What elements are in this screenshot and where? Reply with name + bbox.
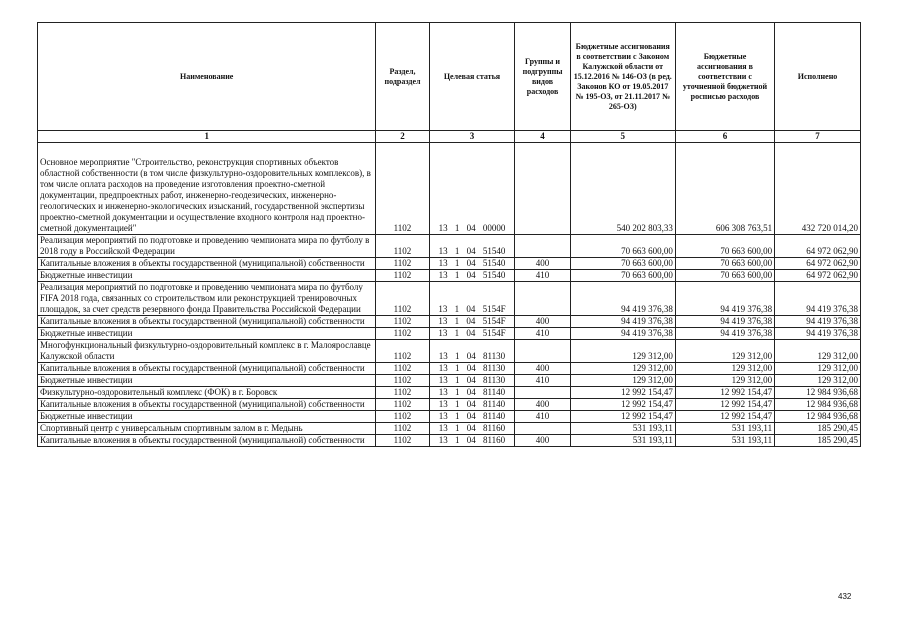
row-target: 13 1 04 81140 [429,387,515,399]
row-section: 1102 [376,399,429,411]
row-group [515,340,570,363]
row-law-amount: 531 193,11 [570,435,675,447]
row-section: 1102 [376,363,429,375]
row-law-amount: 12 992 154,47 [570,387,675,399]
row-law-amount: 70 663 600,00 [570,270,675,282]
row-law-amount: 70 663 600,00 [570,258,675,270]
row-group: 400 [515,399,570,411]
row-target: 13 1 04 51540 [429,270,515,282]
row-group [515,235,570,258]
row-name: Физкультурно-оздоровительный комплекс (ФОК) в г. Боровск [38,387,376,399]
row-section: 1102 [376,340,429,363]
row-group: 400 [515,363,570,375]
row-refined-amount: 129 312,00 [675,375,774,387]
row-group: 410 [515,411,570,423]
row-name: Многофункциональный физкультурно-оздоровительный комплекс в г. Малоярославце Калужской области [38,340,376,363]
column-number: 7 [775,131,861,143]
table-row [38,143,861,235]
row-section: 1102 [376,375,429,387]
row-section: 1102 [376,387,429,399]
row-executed-amount: 94 419 376,38 [775,282,861,316]
row-group: 410 [515,375,570,387]
header-name: Наименование [38,23,376,131]
row-name: Реализация мероприятий по подготовке и проведению чемпионата мира по футболу в 2018 году в Российской Федерации [38,235,376,258]
row-name: Бюджетные инвестиции [38,270,376,282]
row-law-amount: 531 193,11 [570,423,675,435]
row-target: 13 1 04 81140 [429,411,515,423]
table-row [38,411,861,423]
table-row [38,235,861,258]
table-row [38,316,861,328]
row-refined-amount: 94 419 376,38 [675,282,774,316]
row-refined-amount: 70 663 600,00 [675,235,774,258]
row-law-amount: 12 992 154,47 [570,411,675,423]
row-target: 13 1 04 81130 [429,340,515,363]
row-refined-amount: 12 992 154,47 [675,387,774,399]
row-name: Реализация мероприятий по подготовке и проведению чемпионата мира по футболу FIFA 2018 года, связанных со строительством или реконструкцией тренировочных площадок, за счет средств резервного фонда Правительства Российской Федерации [38,282,376,316]
row-refined-amount: 94 419 376,38 [675,328,774,340]
row-law-amount: 129 312,00 [570,363,675,375]
row-executed-amount: 64 972 062,90 [775,258,861,270]
column-number: 1 [38,131,376,143]
header-row [38,23,861,131]
row-executed-amount: 94 419 376,38 [775,316,861,328]
page-number: 432 [838,592,852,601]
table-row [38,363,861,375]
row-executed-amount: 64 972 062,90 [775,270,861,282]
table-row [38,387,861,399]
row-target: 13 1 04 51540 [429,235,515,258]
row-refined-amount: 606 308 763,51 [675,143,774,235]
row-target: 13 1 04 00000 [429,143,515,235]
row-executed-amount: 129 312,00 [775,340,861,363]
row-executed-amount: 185 290,45 [775,423,861,435]
row-section: 1102 [376,328,429,340]
table-row [38,282,861,316]
row-section: 1102 [376,423,429,435]
row-name: Бюджетные инвестиции [38,375,376,387]
row-law-amount: 129 312,00 [570,375,675,387]
row-refined-amount: 12 992 154,47 [675,399,774,411]
header-group: Группы и подгруппы видов расходов [515,23,570,131]
row-name: Спортивный центр с универсальным спортивным залом в г. Медынь [38,423,376,435]
row-law-amount: 94 419 376,38 [570,282,675,316]
row-name: Капитальные вложения в объекты государственной (муниципальной) собственности [38,399,376,411]
row-section: 1102 [376,411,429,423]
row-section: 1102 [376,270,429,282]
row-law-amount: 129 312,00 [570,340,675,363]
header-refined-allocations: Бюджетные ассигнования в соответствии с уточненной бюджетной росписью расходов [675,23,774,131]
row-target: 13 1 04 5154F [429,328,515,340]
table-row [38,423,861,435]
row-target: 13 1 04 51540 [429,258,515,270]
row-group [515,387,570,399]
table-row [38,270,861,282]
row-executed-amount: 432 720 014,20 [775,143,861,235]
row-refined-amount: 12 992 154,47 [675,411,774,423]
column-number: 3 [429,131,515,143]
row-executed-amount: 64 972 062,90 [775,235,861,258]
row-target: 13 1 04 81160 [429,435,515,447]
row-name: Капитальные вложения в объекты государственной (муниципальной) собственности [38,363,376,375]
row-group: 400 [515,435,570,447]
row-group: 400 [515,258,570,270]
table-row [38,258,861,270]
row-section: 1102 [376,235,429,258]
header-target: Целевая статья [429,23,515,131]
row-executed-amount: 12 984 936,68 [775,387,861,399]
row-target: 13 1 04 5154F [429,282,515,316]
row-group: 410 [515,328,570,340]
row-name: Бюджетные инвестиции [38,411,376,423]
table-row [38,435,861,447]
table-row [38,340,861,363]
row-name: Основное мероприятие "Строительство, реконструкция спортивных объектов областной собственности (в том числе физкультурно-оздоровительных комплексов), в том числе оплата расходов на проведение изготовления проектно-сметной документации, предпроектных работ, инженерно-геодезических, инженерно-геологических и инженерно-экологических изысканий, государственной экспертизы проектно-сметной документации и осуществление входного контроля над проектно-сметной документацией" [38,143,376,235]
row-executed-amount: 129 312,00 [775,363,861,375]
column-number: 2 [376,131,429,143]
budget-table [37,22,861,447]
row-executed-amount: 12 984 936,68 [775,411,861,423]
column-number: 6 [675,131,774,143]
row-target: 13 1 04 5154F [429,316,515,328]
row-refined-amount: 129 312,00 [675,340,774,363]
row-group: 410 [515,270,570,282]
header-section: Раздел, подраздел [376,23,429,131]
row-executed-amount: 185 290,45 [775,435,861,447]
row-law-amount: 94 419 376,38 [570,316,675,328]
row-refined-amount: 70 663 600,00 [675,258,774,270]
row-section: 1102 [376,282,429,316]
row-group [515,282,570,316]
row-target: 13 1 04 81130 [429,375,515,387]
row-target: 13 1 04 81130 [429,363,515,375]
column-number: 5 [570,131,675,143]
row-law-amount: 12 992 154,47 [570,399,675,411]
row-executed-amount: 94 419 376,38 [775,328,861,340]
table-row [38,399,861,411]
row-group: 400 [515,316,570,328]
header-executed: Исполнено [775,23,861,131]
row-refined-amount: 70 663 600,00 [675,270,774,282]
row-name: Бюджетные инвестиции [38,328,376,340]
row-name: Капитальные вложения в объекты государственной (муниципальной) собственности [38,435,376,447]
table-row [38,375,861,387]
row-target: 13 1 04 81160 [429,423,515,435]
row-law-amount: 94 419 376,38 [570,328,675,340]
row-executed-amount: 12 984 936,68 [775,399,861,411]
row-section: 1102 [376,316,429,328]
row-section: 1102 [376,435,429,447]
row-executed-amount: 129 312,00 [775,375,861,387]
row-section: 1102 [376,258,429,270]
row-section: 1102 [376,143,429,235]
table-row [38,328,861,340]
row-refined-amount: 129 312,00 [675,363,774,375]
row-refined-amount: 531 193,11 [675,423,774,435]
row-target: 13 1 04 81140 [429,399,515,411]
row-law-amount: 70 663 600,00 [570,235,675,258]
row-refined-amount: 94 419 376,38 [675,316,774,328]
row-law-amount: 540 202 803,33 [570,143,675,235]
header-law-allocations: Бюджетные ассигнования в соответствии с Законом Калужской области от 15.12.2016 № 146-ОЗ (в ред. Законов КО от 19.05.2017 № 195-ОЗ, от 21.11.2017 № 265-ОЗ) [570,23,675,131]
row-group [515,423,570,435]
column-number-row [38,131,861,143]
row-refined-amount: 531 193,11 [675,435,774,447]
column-number: 4 [515,131,570,143]
row-group [515,143,570,235]
row-name: Капитальные вложения в объекты государственной (муниципальной) собственности [38,316,376,328]
row-name: Капитальные вложения в объекты государственной (муниципальной) собственности [38,258,376,270]
